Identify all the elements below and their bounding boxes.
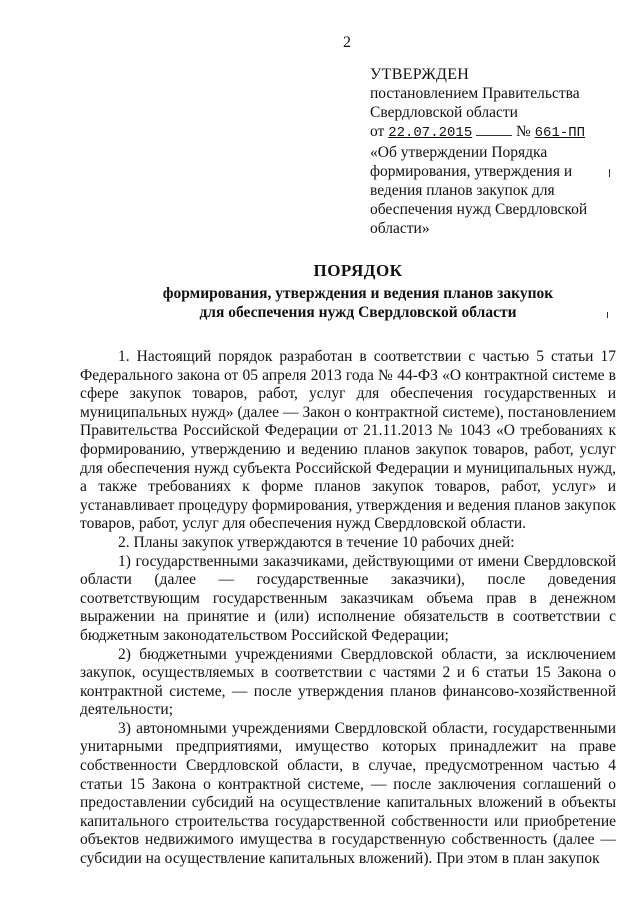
- approval-quote-line: формирования, утверждения и: [370, 163, 573, 180]
- approval-line: постановлением Правительства: [370, 85, 580, 102]
- title-line: для обеспечения нужд Свердловской области: [199, 304, 517, 321]
- title-main: ПОРЯДОК: [313, 261, 403, 280]
- scan-mark: [609, 169, 610, 177]
- approval-block: [370, 65, 615, 238]
- paragraph: 1. Настоящий порядок разработан в соответствии с частью 5 статьи 17 Федерального закона от 05 апреля 2013 года № 44-ФЗ «О контрактной системе в сфере закупок товаров, работ, услуг для обеспечения государственных и муниципальных нужд» (далее — Закон о контрактной системе), постановлением Правительства Российской Федерации от 21.11.2013 № 1043 «О требованиях к формированию, утверждению и ведению планов закупок товаров, работ, услуг для обеспечения нужд субъекта Российской Федерации и муниципальных нужд, а также требованиях к форме планов закупок товаров, работ, услуг» и устанавливает процедуру формирования, утверждения и ведения планов закупок товаров, работ, услуг для обеспечения нужд Свердловской области.: [80, 348, 616, 533]
- number-prefix: №: [515, 123, 531, 140]
- paragraph: 3) автономными учреждениями Свердловской области, государственными унитарными предприятиями, имущество которых принадлежит на праве собственности Свердловской области, в случае, предусмотренном частью 4 статьи 15 Закона о контрактной системе, — после заключения соглашений о предоставлении субсидий на осуществление капитальных вложений в объекты капитального строительства государственной собственности или приобретение объектов недвижимого имущества в государственную собственность (далее — субсидии на осуществление капитальных вложений). При этом в план закупок: [80, 719, 616, 868]
- approval-quote-line: области»: [370, 220, 430, 237]
- document-body: [80, 348, 616, 869]
- number-value: 661-ПП: [534, 125, 586, 141]
- paragraph: 2. Планы закупок утверждаются в течение 10 рабочих дней:: [118, 533, 515, 551]
- approval-quote-line: «Об утверждении Порядка: [370, 144, 548, 161]
- date-value: 22.07.2015: [388, 125, 473, 141]
- paragraph: 2) бюджетными учреждениями Свердловской области, за исключением закупок, осуществляемых в соответствии с частями 2 и 6 статьи 15 Закона о контрактной системе, — после утверждения планов финансово-хозяйственной деятельности;: [80, 645, 616, 719]
- approval-quote-line: обеспечения нужд Свердловской: [370, 201, 588, 218]
- page-number: 2: [343, 34, 351, 51]
- date-prefix: от: [370, 123, 385, 140]
- title-line: формирования, утверждения и ведения планов закупок: [162, 285, 554, 302]
- paragraph: 1) государственными заказчиками, действующими от имени Свердловской области (далее — государственные заказчики), после доведения соответствующим государственным заказчикам объема прав в денежном выражении на принятие и (или) исполнение обязательств в соответствии с бюджетным законодательством Российской Федерации;: [80, 552, 616, 644]
- document-title: [60, 258, 640, 322]
- approval-line: Свердловской области: [370, 104, 518, 121]
- approval-quote-line: ведения планов закупок для: [370, 182, 555, 199]
- approval-date-line: [370, 122, 615, 143]
- approval-heading: УТВЕРЖДЕН: [370, 66, 470, 83]
